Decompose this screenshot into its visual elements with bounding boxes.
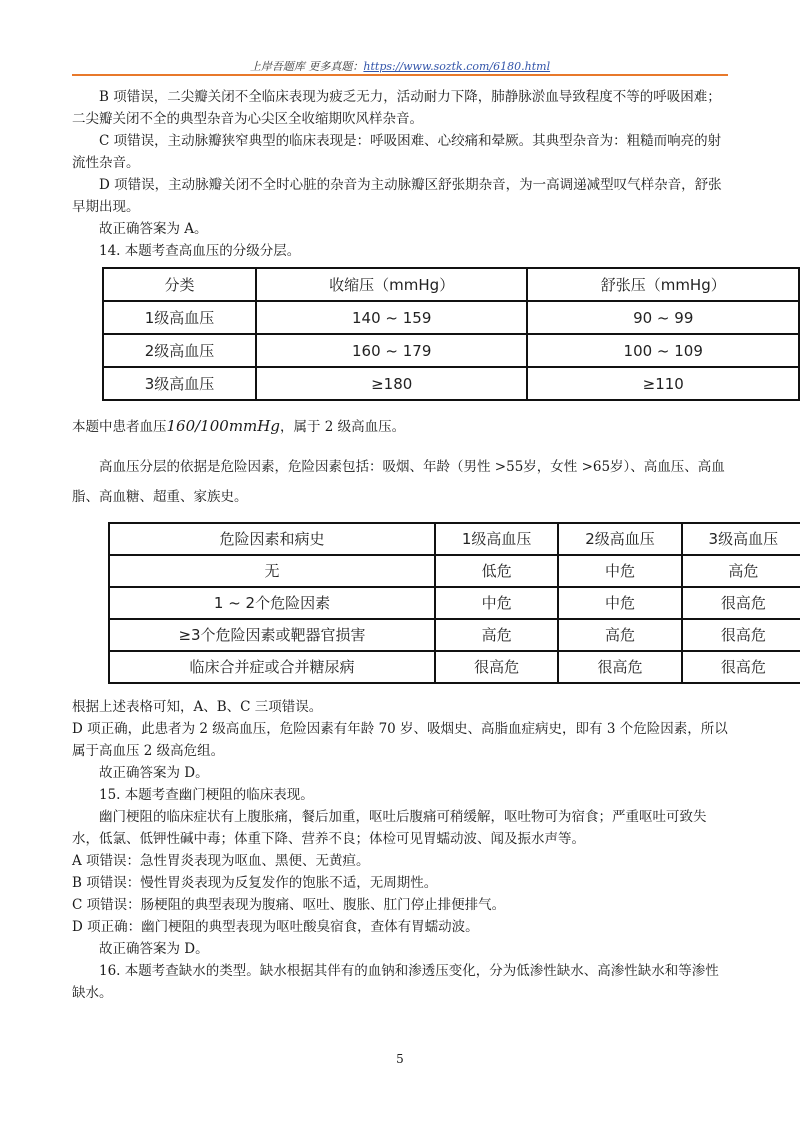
paragraph-d-correct: D 项正确，此患者为 2 级高血压，危险因素有年龄 70 岁、吸烟史、高脂血症病史，即有 3 个危险因素，所以属于高血压 2 级高危组。 — [72, 721, 728, 759]
table-header-cell: 1级高血压 — [435, 523, 558, 555]
answer-13: 故正确答案为 A。 — [99, 221, 208, 237]
paragraph-c-error: C 项错误，主动脉瓣狭窄典型的临床表现是：呼吸困难、心绞痛和晕厥。其典型杂音为：粗糙而响亮的射流性杂音。 — [72, 133, 722, 171]
option-a-paragraph: A 项错误：急性胃炎表现为呕血、黑便、无黄疸。 — [72, 853, 370, 869]
risk-factors-paragraph: 高血压分层的依据是危险因素，危险因素包括：吸烟、年龄（男性 >55岁，女性 >65岁）、高血压、高血脂、高血糖、超重、家族史。 — [72, 459, 725, 505]
pyloric-obstruction-paragraph: 幽门梗阻的临床症状有上腹胀痛，餐后加重，呕吐后腹痛可稍缓解，呕吐物可为宿食；严重呕吐可致失水，低氯、低钾性碱中毒；体重下降、营养不良；体检可见胃蠕动波、闻及振水声等。 — [72, 809, 707, 847]
option-d-paragraph: D 项正确：幽门梗阻的典型表现为呕吐酸臭宿食，查体有胃蠕动波。 — [72, 919, 479, 935]
table-row — [109, 555, 800, 587]
header-prefix: 上岸吾题库 更多真题： — [249, 60, 364, 73]
table-header-cell: 收缩压（mmHg） — [256, 268, 528, 301]
table-cell: 2级高血压 — [103, 334, 256, 367]
table-row — [103, 334, 799, 367]
table-cell: 低危 — [435, 555, 558, 587]
table-cell: 很高危 — [558, 651, 681, 683]
table-cell: 临床合并症或合并糖尿病 — [109, 651, 435, 683]
question-14-intro: 14. 本题考查高血压的分级分层。 — [99, 243, 301, 259]
answer-14: 故正确答案为 D。 — [99, 765, 209, 781]
paragraph-b-error: B 项错误，二尖瓣关闭不全临床表现为疲乏无力，活动耐力下降，肺静脉淤血导致程度不等的呼吸困难；二尖瓣关闭不全的典型杂音为心尖区全收缩期吹风样杂音。 — [72, 89, 721, 127]
table-cell: 3级高血压 — [103, 367, 256, 400]
question-15-intro: 15. 本题考查幽门梗阻的临床表现。 — [99, 787, 314, 803]
table-cell: 1 ~ 2个危险因素 — [109, 587, 435, 619]
hypertension-grade-table — [102, 267, 800, 401]
option-c-paragraph: C 项错误：肠梗阻的典型表现为腹痛、呕吐、腹胀、肛门停止排便排气。 — [72, 897, 506, 913]
table-row — [109, 619, 800, 651]
option-b-paragraph: B 项错误：慢性胃炎表现为反复发作的饱胀不适，无周期性。 — [72, 875, 438, 891]
table-cell: ≥180 — [256, 367, 528, 400]
header-url-link[interactable]: https://www.soztk.com/6180.html — [363, 60, 551, 73]
table-header-cell: 2级高血压 — [558, 523, 681, 555]
table-cell: 很高危 — [682, 587, 800, 619]
answer-15: 故正确答案为 D。 — [99, 941, 209, 957]
table-cell: ≥110 — [527, 367, 799, 400]
table-cell: 1级高血压 — [103, 301, 256, 334]
question-16-intro: 16. 本题考查缺水的类型。缺水根据其伴有的血钠和渗透压变化，分为低渗性缺水、高渗性缺水和等渗性缺水。 — [72, 963, 719, 1001]
table-conclusion: 根据上述表格可知，A、B、C 三项错误。 — [72, 699, 323, 715]
table-row — [109, 651, 800, 683]
table-header-cell: 分类 — [103, 268, 256, 301]
table-row — [109, 587, 800, 619]
table-cell: 140 ~ 159 — [256, 301, 528, 334]
page-content — [72, 86, 779, 1004]
table-cell: 100 ~ 109 — [527, 334, 799, 367]
table-cell: ≥3个危险因素或靶器官损害 — [109, 619, 435, 651]
table-cell: 高危 — [435, 619, 558, 651]
table-row — [103, 367, 799, 400]
table-header-cell: 舒张压（mmHg） — [527, 268, 799, 301]
risk-stratification-table — [108, 522, 800, 684]
table-cell: 90 ~ 99 — [527, 301, 799, 334]
page-header — [0, 58, 800, 74]
table-header-row — [109, 523, 800, 555]
table-header-cell: 3级高血压 — [682, 523, 800, 555]
page-number: 5 — [396, 1052, 404, 1066]
patient-line-after: ，属于 2 级高血压。 — [279, 419, 406, 435]
table-header-cell: 危险因素和病史 — [109, 523, 435, 555]
table-cell: 无 — [109, 555, 435, 587]
bp-formula: 160/100mmHg — [166, 417, 280, 435]
table-cell: 中危 — [558, 587, 681, 619]
table-cell: 很高危 — [435, 651, 558, 683]
table-header-row — [103, 268, 799, 301]
table-cell: 很高危 — [682, 619, 800, 651]
table-cell: 中危 — [435, 587, 558, 619]
patient-bp-line — [72, 415, 730, 438]
patient-line-before: 本题中患者血压 — [72, 419, 167, 435]
table-row — [103, 301, 799, 334]
header-divider — [72, 74, 728, 76]
table-cell: 中危 — [558, 555, 681, 587]
paragraph-d-error: D 项错误，主动脉瓣关闭不全时心脏的杂音为主动脉瓣区舒张期杂音，为一高调递减型叹气样杂音，舒张早期出现。 — [72, 177, 722, 215]
table-cell: 160 ~ 179 — [256, 334, 528, 367]
table-cell: 高危 — [558, 619, 681, 651]
table-cell: 很高危 — [682, 651, 800, 683]
table-cell: 高危 — [682, 555, 800, 587]
